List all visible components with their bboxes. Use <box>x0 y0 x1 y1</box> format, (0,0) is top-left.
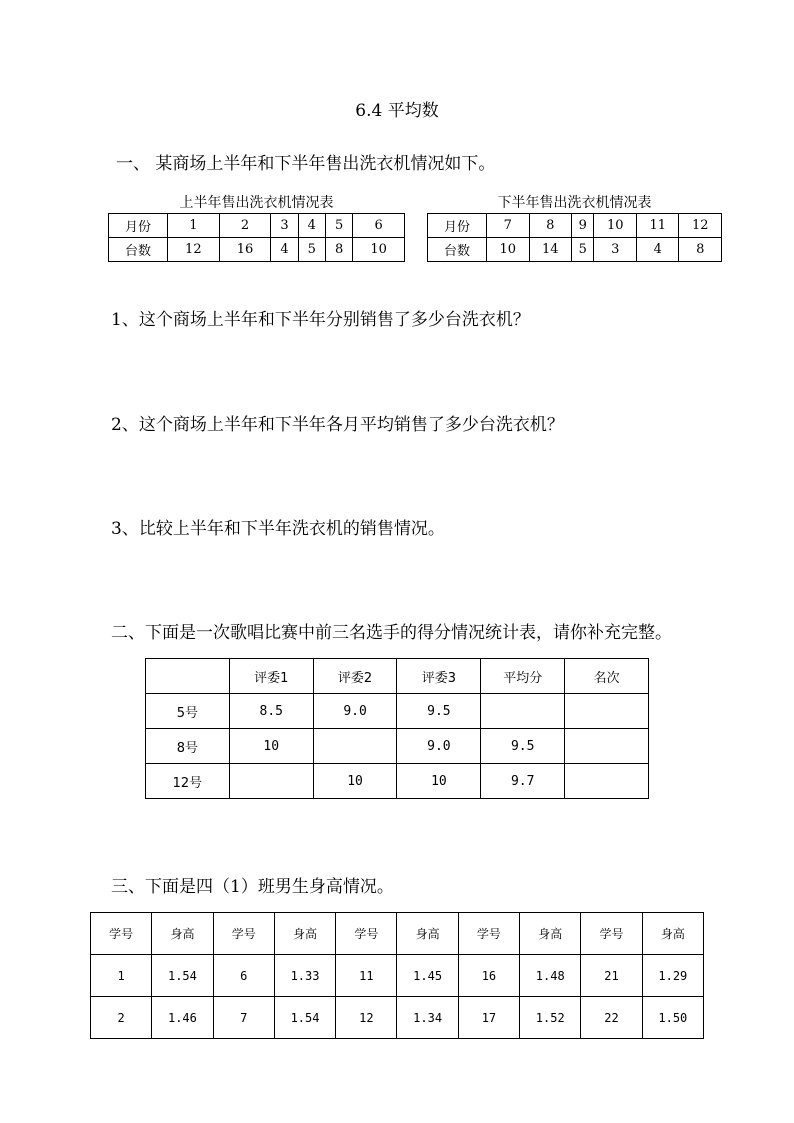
student-id-cell: 11 <box>336 955 397 997</box>
rank-cell[interactable] <box>565 729 649 764</box>
header-cell: 学号 <box>458 913 519 955</box>
table-row <box>91 913 704 955</box>
count-cell: 12 <box>168 238 220 262</box>
header-cell: 身高 <box>397 913 458 955</box>
row-label-count: 台数 <box>109 238 168 262</box>
count-cell: 16 <box>219 238 271 262</box>
page-title: 6.4 平均数 <box>355 101 439 121</box>
student-id-cell: 2 <box>91 997 152 1039</box>
height-cell: 1.54 <box>152 955 213 997</box>
score-cell: 8.5 <box>229 694 313 729</box>
student-id-cell: 1 <box>91 955 152 997</box>
score-cell: 9.0 <box>313 694 397 729</box>
height-cell: 1.46 <box>152 997 213 1039</box>
month-cell: 1 <box>168 214 220 238</box>
student-id-cell: 6 <box>213 955 274 997</box>
score-cell: 10 <box>397 764 481 799</box>
table-row <box>146 694 649 729</box>
contest-score-table <box>145 658 649 799</box>
table-row <box>91 955 704 997</box>
average-cell: 9.5 <box>481 729 565 764</box>
header-cell: 评委2 <box>313 659 397 694</box>
height-cell: 1.52 <box>520 997 581 1039</box>
contestant-cell: 8号 <box>146 729 230 764</box>
month-cell: 5 <box>325 214 352 238</box>
question-1: 1、这个商场上半年和下半年分别销售了多少台洗衣机？ <box>111 310 530 330</box>
table-row <box>146 764 649 799</box>
height-cell: 1.54 <box>274 997 335 1039</box>
row-label-month: 月份 <box>109 214 168 238</box>
header-cell: 身高 <box>274 913 335 955</box>
header-cell: 平均分 <box>481 659 565 694</box>
month-cell: 8 <box>529 214 572 238</box>
section1-heading: 一、 某商场上半年和下半年售出洗衣机情况如下。 <box>116 154 496 174</box>
section2-heading: 二、下面是一次歌唱比赛中前三名选手的得分情况统计表，请你补充完整。 <box>111 623 672 643</box>
score-cell[interactable] <box>229 764 313 799</box>
table-row <box>428 238 722 262</box>
second-half-sales-table <box>427 213 722 262</box>
student-id-cell: 21 <box>581 955 642 997</box>
student-id-cell: 7 <box>213 997 274 1039</box>
count-cell: 4 <box>271 238 298 262</box>
table2-caption: 下半年售出洗衣机情况表 <box>497 195 652 211</box>
header-cell: 学号 <box>581 913 642 955</box>
header-cell: 学号 <box>336 913 397 955</box>
table1-caption: 上半年售出洗衣机情况表 <box>179 195 334 211</box>
average-cell[interactable] <box>481 694 565 729</box>
contestant-cell: 5号 <box>146 694 230 729</box>
height-cell: 1.29 <box>642 955 703 997</box>
student-id-cell: 17 <box>458 997 519 1039</box>
count-cell: 8 <box>325 238 352 262</box>
month-cell: 6 <box>353 214 405 238</box>
header-cell: 身高 <box>520 913 581 955</box>
section3-heading: 三、下面是四（1）班男生身高情况。 <box>111 877 394 897</box>
month-cell: 10 <box>594 214 637 238</box>
header-cell: 身高 <box>152 913 213 955</box>
count-cell: 5 <box>572 238 594 262</box>
table-row <box>428 214 722 238</box>
month-cell: 4 <box>298 214 325 238</box>
score-cell: 10 <box>313 764 397 799</box>
rank-cell[interactable] <box>565 694 649 729</box>
count-cell: 5 <box>298 238 325 262</box>
height-cell: 1.48 <box>520 955 581 997</box>
month-cell: 12 <box>679 214 722 238</box>
height-table <box>90 912 704 1039</box>
height-cell: 1.45 <box>397 955 458 997</box>
first-half-sales-table <box>108 213 405 262</box>
header-cell: 学号 <box>213 913 274 955</box>
count-cell: 10 <box>487 238 530 262</box>
month-cell: 3 <box>271 214 298 238</box>
month-cell: 11 <box>636 214 679 238</box>
student-id-cell: 16 <box>458 955 519 997</box>
header-cell: 评委3 <box>397 659 481 694</box>
count-cell: 8 <box>679 238 722 262</box>
score-cell[interactable] <box>313 729 397 764</box>
count-cell: 10 <box>353 238 405 262</box>
row-label-month: 月份 <box>428 214 487 238</box>
student-id-cell: 12 <box>336 997 397 1039</box>
height-cell: 1.50 <box>642 997 703 1039</box>
height-cell: 1.34 <box>397 997 458 1039</box>
header-cell: 学号 <box>91 913 152 955</box>
height-cell: 1.33 <box>274 955 335 997</box>
count-cell: 4 <box>636 238 679 262</box>
score-cell: 10 <box>229 729 313 764</box>
row-label-count: 台数 <box>428 238 487 262</box>
header-cell: 名次 <box>565 659 649 694</box>
table-row <box>146 729 649 764</box>
table-row <box>91 997 704 1039</box>
rank-cell[interactable] <box>565 764 649 799</box>
question-3: 3、比较上半年和下半年洗衣机的销售情况。 <box>111 519 445 539</box>
contestant-cell: 12号 <box>146 764 230 799</box>
table-row <box>109 238 405 262</box>
score-cell: 9.5 <box>397 694 481 729</box>
table-row <box>146 659 649 694</box>
average-cell: 9.7 <box>481 764 565 799</box>
question-2: 2、这个商场上半年和下半年各月平均销售了多少台洗衣机？ <box>111 415 564 435</box>
count-cell: 14 <box>529 238 572 262</box>
month-cell: 7 <box>487 214 530 238</box>
month-cell: 9 <box>572 214 594 238</box>
month-cell: 2 <box>219 214 271 238</box>
student-id-cell: 22 <box>581 997 642 1039</box>
count-cell: 3 <box>594 238 637 262</box>
table-row <box>109 214 405 238</box>
score-cell: 9.0 <box>397 729 481 764</box>
header-cell <box>146 659 230 694</box>
header-cell: 身高 <box>642 913 703 955</box>
header-cell: 评委1 <box>229 659 313 694</box>
